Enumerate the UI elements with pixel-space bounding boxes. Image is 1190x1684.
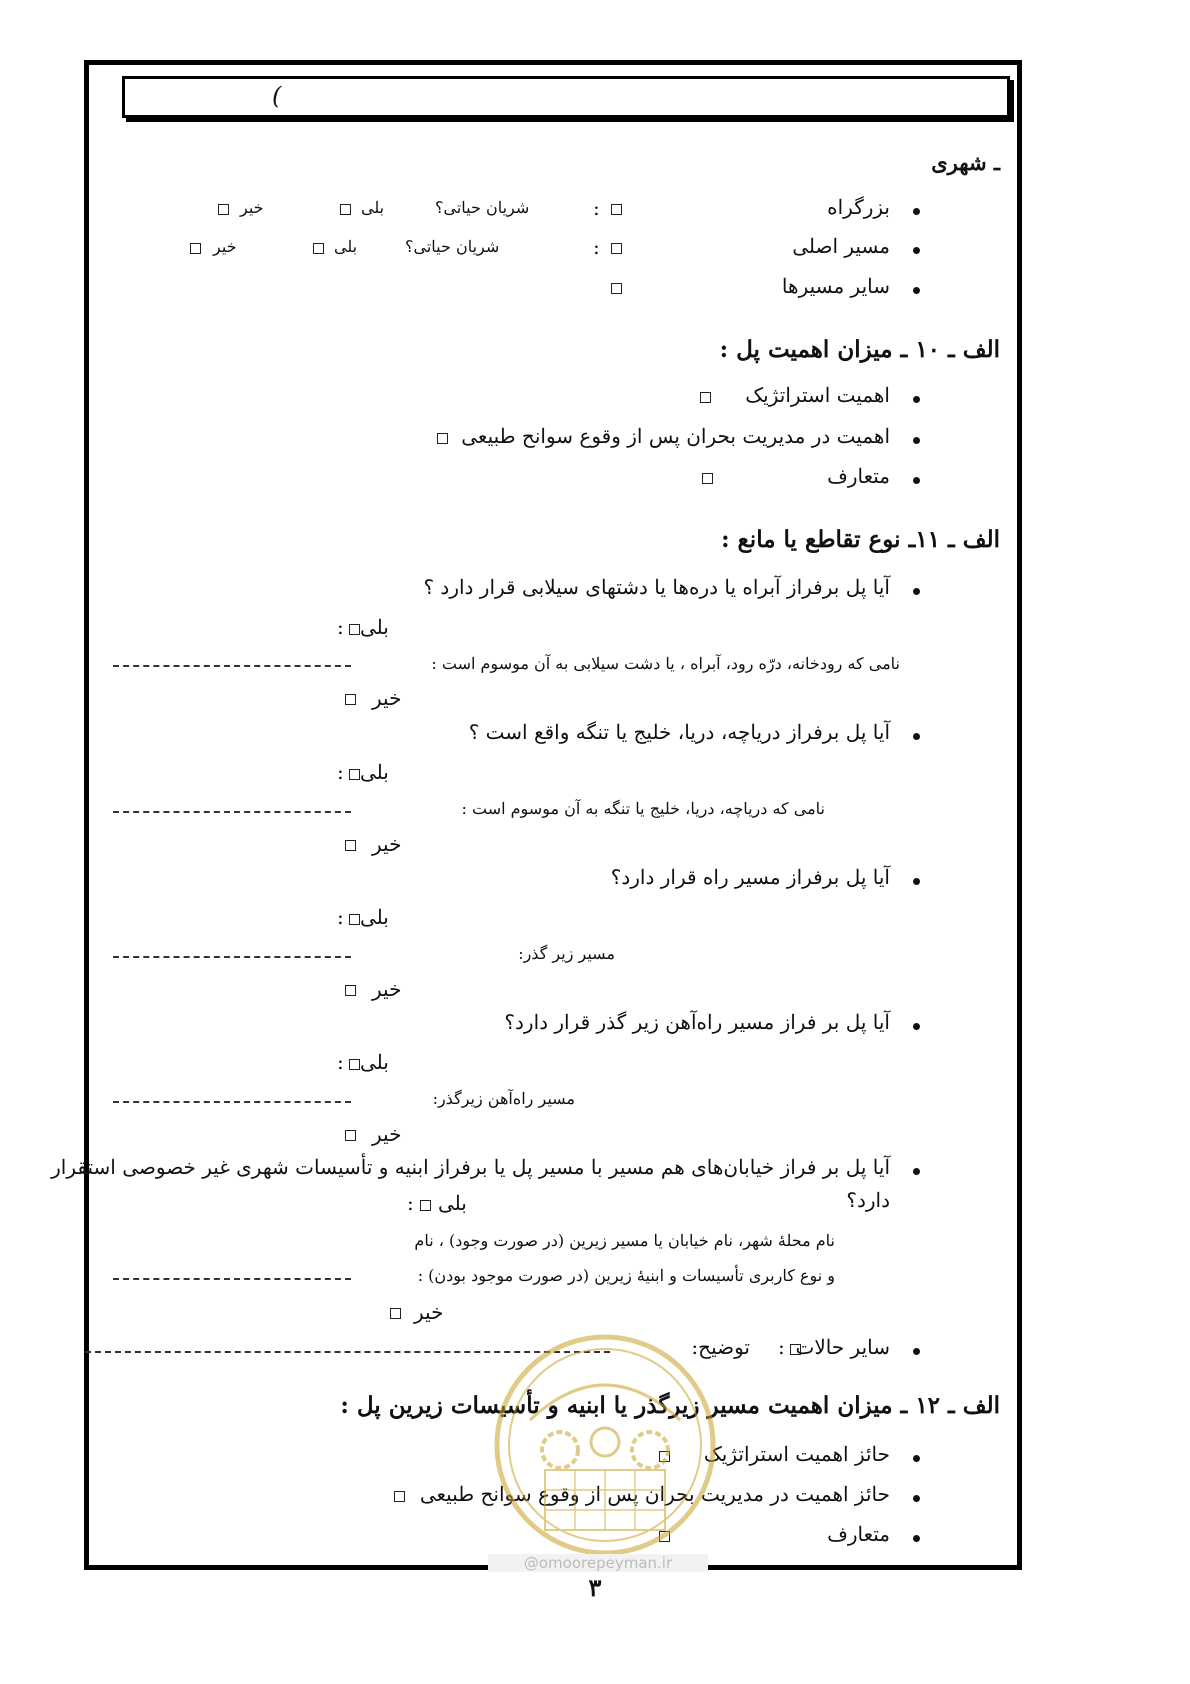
bullet (913, 1168, 920, 1175)
colon: : (337, 1050, 344, 1074)
sec10-item-crisis: اهمیت در مدیریت بحران پس از وقوع سوانح طبیعی (461, 424, 890, 448)
sec10-item-strategic: اهمیت استراتژیک (745, 383, 890, 407)
crisis-checkbox[interactable] (437, 433, 448, 444)
colon: : (593, 196, 600, 220)
q4-note: مسیر راەآهن زیرگذر: (432, 1089, 575, 1108)
highway-checkbox[interactable] (611, 204, 622, 215)
q2-yes-label: بلی (360, 760, 389, 784)
q5-yes-checkbox[interactable] (420, 1200, 431, 1211)
q3-answer-line[interactable] (113, 956, 351, 958)
q5-note-line1: نام محلهٔ شهر، نام خیابان یا مسیر زیرین (در صورت وجود) ، نام (414, 1231, 835, 1250)
q5-no-checkbox[interactable] (390, 1308, 401, 1319)
urban-highway-label: بزرگراه (827, 195, 890, 219)
other-cases-checkbox[interactable] (790, 1344, 801, 1355)
header-box (122, 76, 1010, 118)
q4-question: آیا پل بر فراز مسیر راەآهن زیر گذر قرار دارد؟ (504, 1010, 890, 1034)
bullet (913, 396, 920, 403)
bullet (913, 247, 920, 254)
highway-artery-label: شریان حیاتی؟ (435, 198, 530, 217)
other-routes-checkbox[interactable] (611, 283, 622, 294)
colon: : (778, 1335, 785, 1359)
q1-no-label: خیر (372, 686, 402, 710)
highway-artery-no-label: خیر (240, 198, 264, 217)
bullet (913, 437, 920, 444)
bullet (913, 208, 920, 215)
bullet (913, 477, 920, 484)
q1-yes-label: بلی (360, 615, 389, 639)
q1-question: آیا پل برفراز آبراه یا درەها یا دشتهای سیلابی قرار دارد ؟ (423, 575, 890, 599)
urban-title: ـ شهری (931, 150, 1000, 175)
q4-yes-label: بلی (360, 1050, 389, 1074)
main-route-checkbox[interactable] (611, 243, 622, 254)
q5-yes-label: بلی (438, 1191, 467, 1215)
main-route-artery-yes-label: بلی (334, 237, 358, 256)
bullet (913, 1348, 920, 1355)
q3-yes-label: بلی (360, 905, 389, 929)
normal-checkbox[interactable] (702, 473, 713, 484)
q2-question: آیا پل برفراز دریاچه، دریا، خلیج یا تنگه واقع است ؟ (468, 720, 890, 744)
sec11-title: الف ـ ۱۱ـ نوع تقاطع یا مانع : (721, 526, 1000, 553)
q4-yes-checkbox[interactable] (349, 1059, 360, 1070)
main-route-artery-yes-checkbox[interactable] (313, 243, 324, 254)
q1-answer-line[interactable] (113, 665, 351, 667)
q1-no-checkbox[interactable] (345, 694, 356, 705)
bullet (913, 1455, 920, 1462)
q5-note-line2: و نوع کاربری تأسیسات و ابنیهٔ زیرین (در صورت موجود بودن) : (417, 1266, 835, 1285)
bullet (913, 1535, 920, 1542)
highway-artery-yes-label: بلی (361, 198, 385, 217)
q2-answer-line[interactable] (113, 811, 351, 813)
q5-question-line1: آیا پل بر فراز خیابان‌های هم مسیر با مسیر پل یا برفراز ابنیه و تأسیسات شهری غیر خصوصی استقرار (51, 1155, 890, 1179)
q5-answer-line[interactable] (113, 1278, 351, 1280)
q1-note: نامی که رودخانه، درّه رود، آبراه ، یا دشت سیلابی به آن موسوم است : (431, 654, 900, 673)
sec12-title: الف ـ ۱۲ ـ میزان اهمیت مسیر زیرگذر یا ابنیه و تأسیسات زیرین پل : (340, 1392, 1000, 1419)
urban-main-route-label: مسیر اصلی (792, 234, 890, 258)
bullet (913, 733, 920, 740)
q4-no-checkbox[interactable] (345, 1130, 356, 1141)
colon: : (337, 905, 344, 929)
bullet (913, 878, 920, 885)
bullet (913, 287, 920, 294)
sec12-item-normal: متعارف (827, 1522, 890, 1546)
other-cases-explain: توضیح: (691, 1335, 750, 1359)
q4-no-label: خیر (372, 1122, 402, 1146)
q3-yes-checkbox[interactable] (349, 914, 360, 925)
bullet (913, 1023, 920, 1030)
sec10-item-normal: متعارف (827, 464, 890, 488)
sec12-crisis-checkbox[interactable] (394, 1491, 405, 1502)
main-route-artery-no-label: خیر (213, 237, 237, 256)
q3-note: مسیر زیر گذر: (518, 944, 615, 963)
highway-artery-yes-checkbox[interactable] (340, 204, 351, 215)
watermark-seal-icon (490, 1330, 720, 1560)
header-text: ( (272, 82, 282, 110)
q5-no-label: خیر (414, 1300, 444, 1324)
main-route-artery-label: شریان حیاتی؟ (405, 237, 500, 256)
colon: : (337, 615, 344, 639)
q2-yes-checkbox[interactable] (349, 769, 360, 780)
sec10-title: الف ـ ۱۰ ـ میزان اهمیت پل : (719, 336, 1000, 363)
page-number: ۳ (588, 1573, 602, 1602)
strategic-checkbox[interactable] (700, 392, 711, 403)
colon: : (593, 235, 600, 259)
q2-note: نامی که دریاچه، دریا، خلیج یا تنگه به آن موسوم است : (461, 799, 825, 818)
q2-no-label: خیر (372, 832, 402, 856)
main-route-artery-no-checkbox[interactable] (190, 243, 201, 254)
colon: : (407, 1191, 414, 1215)
colon: : (337, 760, 344, 784)
q3-no-label: خیر (372, 977, 402, 1001)
q3-question: آیا پل برفراز مسیر راه قرار دارد؟ (610, 865, 890, 889)
q4-answer-line[interactable] (113, 1101, 351, 1103)
other-cases-label: سایر حالات (795, 1335, 890, 1359)
q2-no-checkbox[interactable] (345, 840, 356, 851)
sec12-item-crisis: حائز اهمیت در مدیریت بحران پس از وقوع سوانح طبیعی (419, 1482, 890, 1506)
q3-no-checkbox[interactable] (345, 985, 356, 996)
urban-other-routes-label: سایر مسیرها (781, 274, 890, 298)
watermark-text: @omoorepeyman.ir (488, 1554, 708, 1572)
bullet (913, 1495, 920, 1502)
bullet (913, 588, 920, 595)
sec12-item-strategic: حائز اهمیت استراتژیک (703, 1442, 890, 1466)
highway-artery-no-checkbox[interactable] (218, 204, 229, 215)
q5-question-line2: دارد؟ (846, 1188, 890, 1212)
q1-yes-checkbox[interactable] (349, 624, 360, 635)
